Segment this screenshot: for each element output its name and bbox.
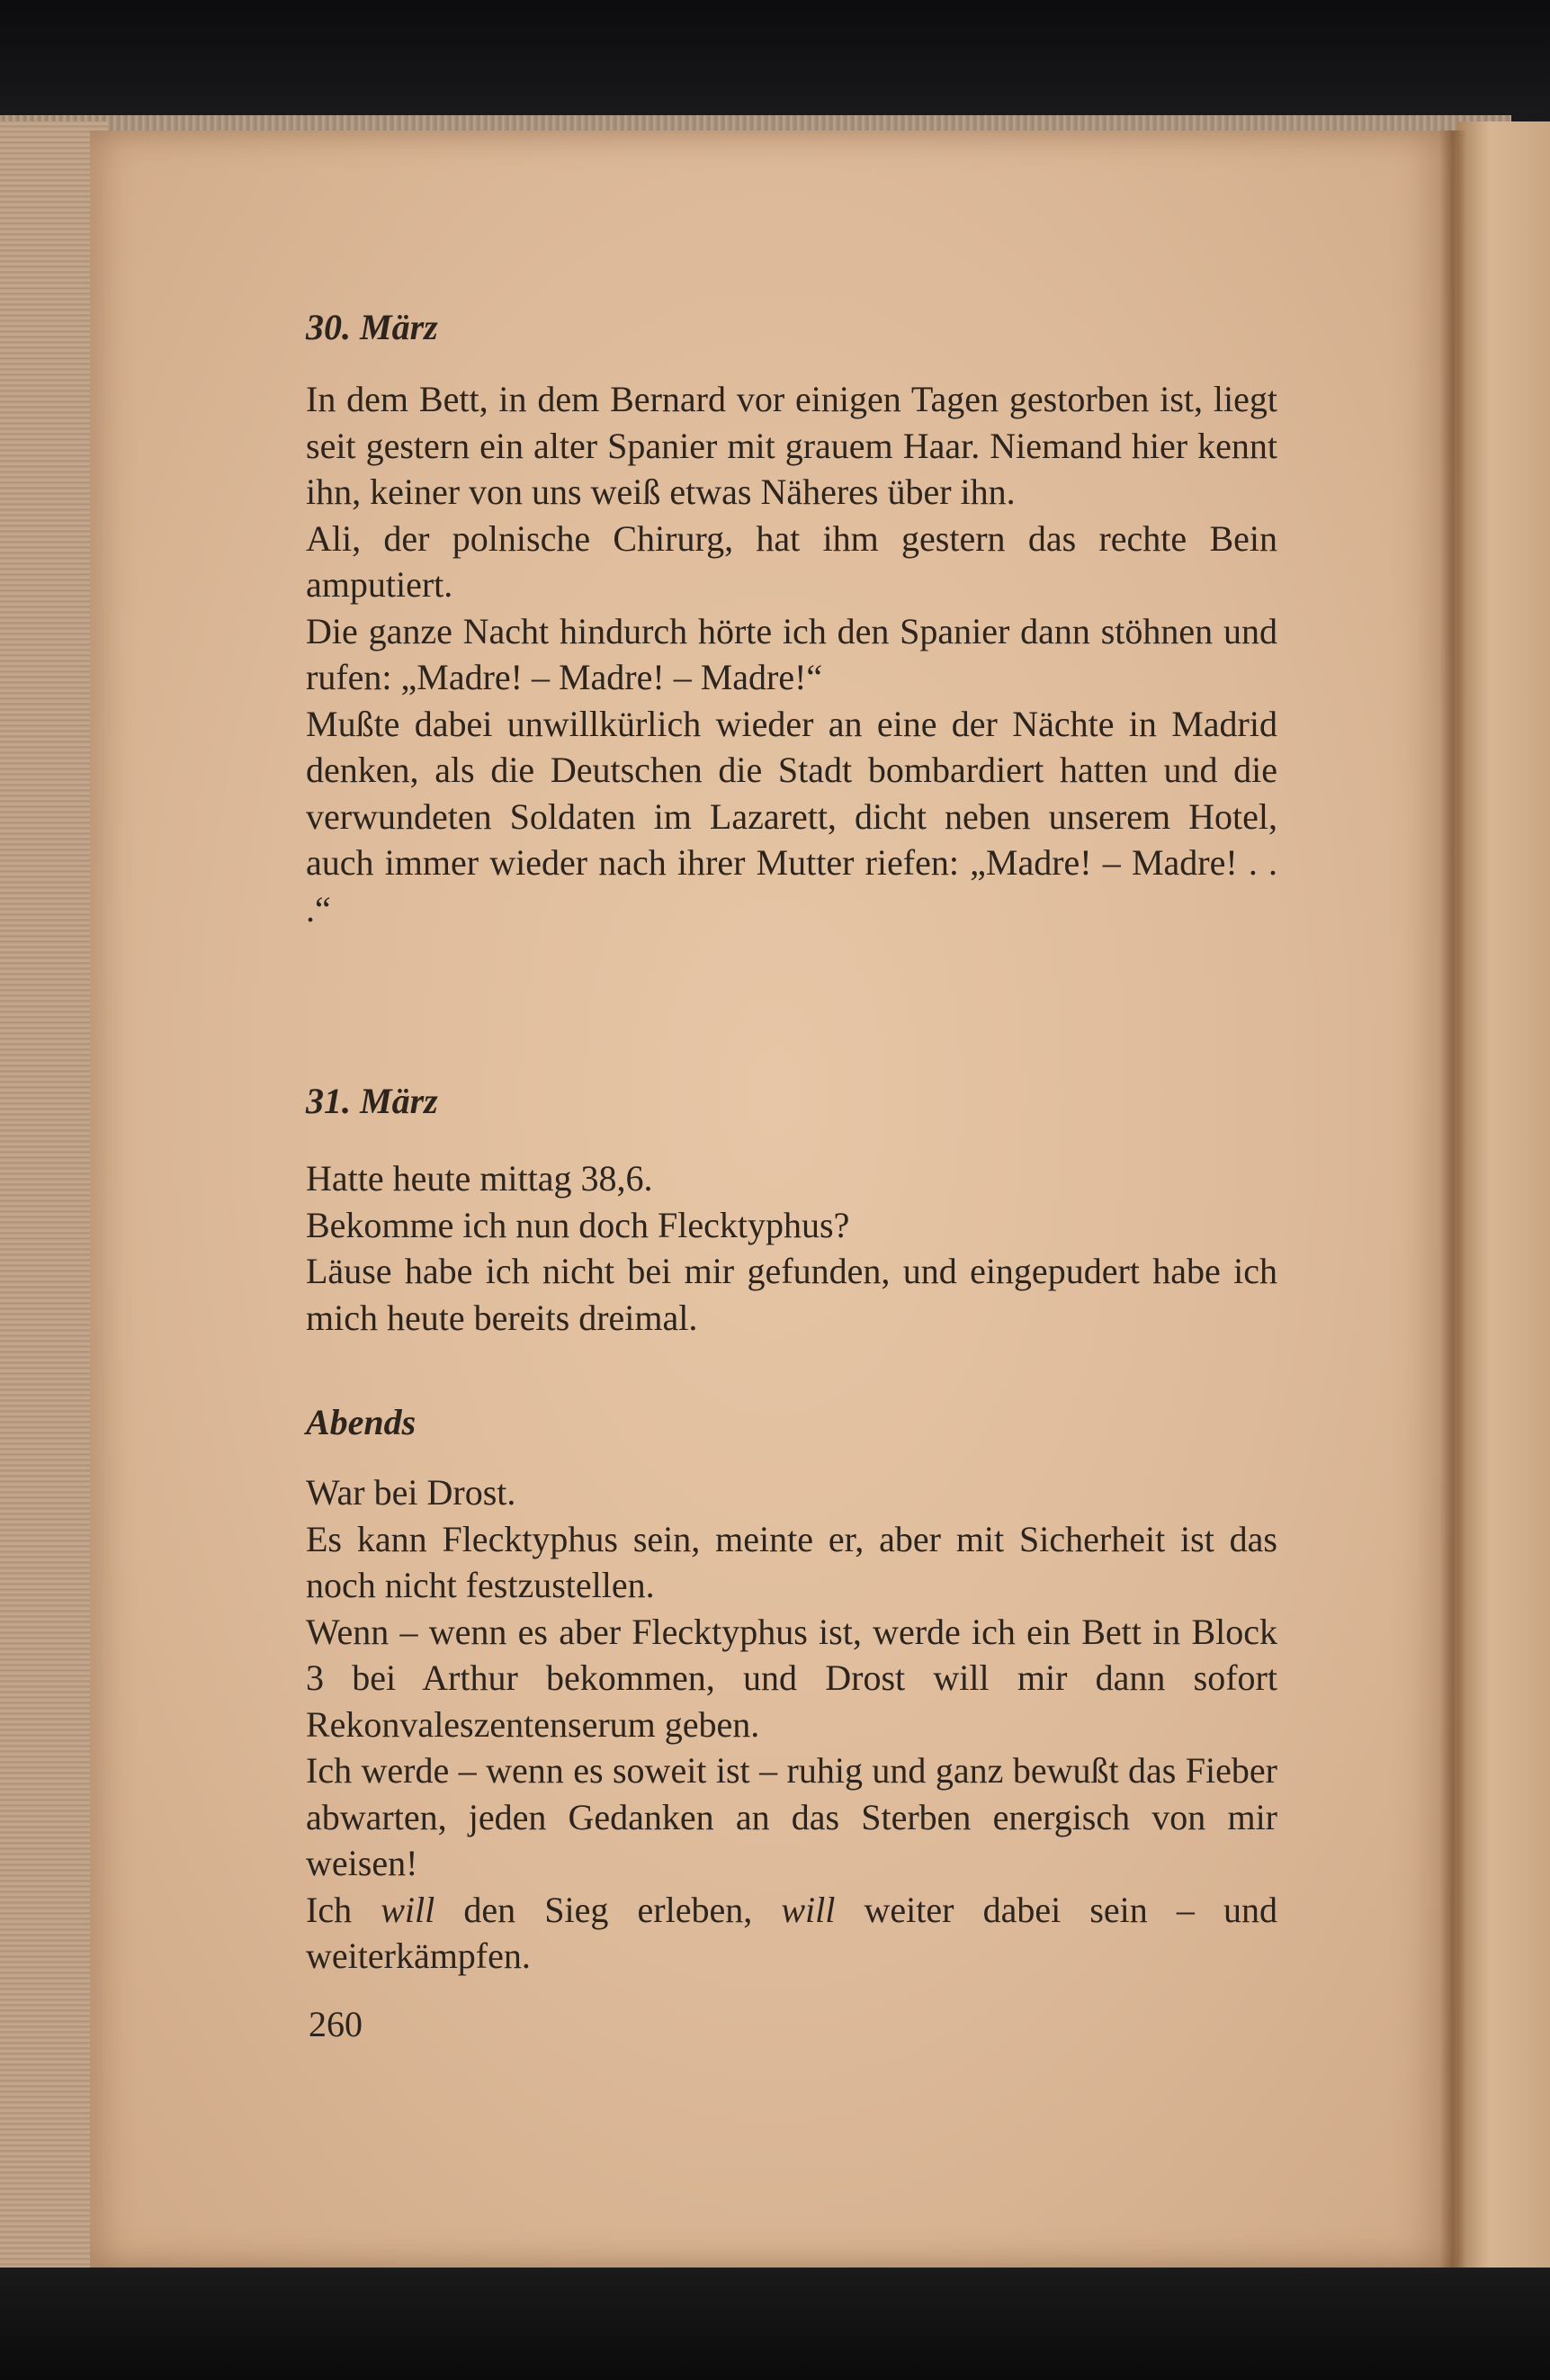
paragraph: Wenn – wenn es aber Flecktyphus ist, werde ich ein Bett in Block 3 bei Arthur bekommen, und Drost will mir dann sofort Rekonvaleszentenserum geben. xyxy=(306,1611,1277,1745)
paragraph: In dem Bett, in dem Bernard vor einigen Tagen gestorben ist, liegt seit gestern ein alter Spanier mit grauem Haar. Niemand hier kennt ihn, keiner von uns weiß etwas Näheres über ihn. xyxy=(306,379,1277,512)
paragraph: Die ganze Nacht hindurch hörte ich den Spanier dann stöhnen und rufen: „Madre! – Madre! – Madre!“ xyxy=(306,610,1277,697)
paragraph: Läuse habe ich nicht bei mir gefunden, und eingepudert habe ich mich heute bereits dreimal. xyxy=(306,1251,1277,1338)
emphasis-text: will xyxy=(381,1889,435,1930)
text-run: Ich xyxy=(306,1889,381,1930)
background-top xyxy=(0,0,1550,126)
page-gutter xyxy=(1439,130,1466,2268)
paragraph-final xyxy=(306,1887,1277,1980)
entry-body-march-30 xyxy=(306,376,1277,932)
emphasis-text: will xyxy=(781,1889,836,1930)
paragraph: Mußte dabei unwillkürlich wieder an eine der Nächte in Madrid denken, als die Deutschen die Stadt bombardiert hatten und die verwundeten Soldaten im Lazarett, dicht neben unserem Hotel, auch immer wieder nach ihrer Mutter riefen: „Madre! – Madre! . . .“ xyxy=(306,703,1277,930)
paragraph: War bei Drost. xyxy=(306,1472,516,1513)
paragraph: Ich werde – wenn es soweit ist – ruhig und ganz bewußt das Fieber abwarten, jeden Gedanken an das Sterben energisch von mir weisen! xyxy=(306,1750,1277,1883)
entry-body-evening xyxy=(306,1469,1277,1980)
paragraph: Es kann Flecktyphus sein, meinte er, aber mit Sicherheit ist das noch nicht festzustellen. xyxy=(306,1518,1277,1605)
facing-page-edge xyxy=(1457,121,1550,2272)
page-number: 260 xyxy=(309,2004,363,2044)
paragraph: Hatte heute mittag 38,6. xyxy=(306,1158,653,1199)
text-run: weiter dabei sein – und weiterkämpfen. xyxy=(306,1889,1278,1976)
entry-heading-evening: Abends xyxy=(306,1402,417,1442)
paragraph: Ali, der polnische Chirurg, hat ihm gestern das rechte Bein amputiert. xyxy=(306,517,1277,605)
entry-heading-march-30: 30. März xyxy=(306,307,438,347)
entry-heading-march-31: 31. März xyxy=(306,1081,438,1121)
paragraph: Bekomme ich nun doch Flecktyphus? xyxy=(306,1204,850,1245)
background-bottom xyxy=(0,2268,1550,2380)
text-run: den Sieg erleben, xyxy=(435,1889,782,1930)
entry-body-march-31 xyxy=(306,1155,1277,1341)
